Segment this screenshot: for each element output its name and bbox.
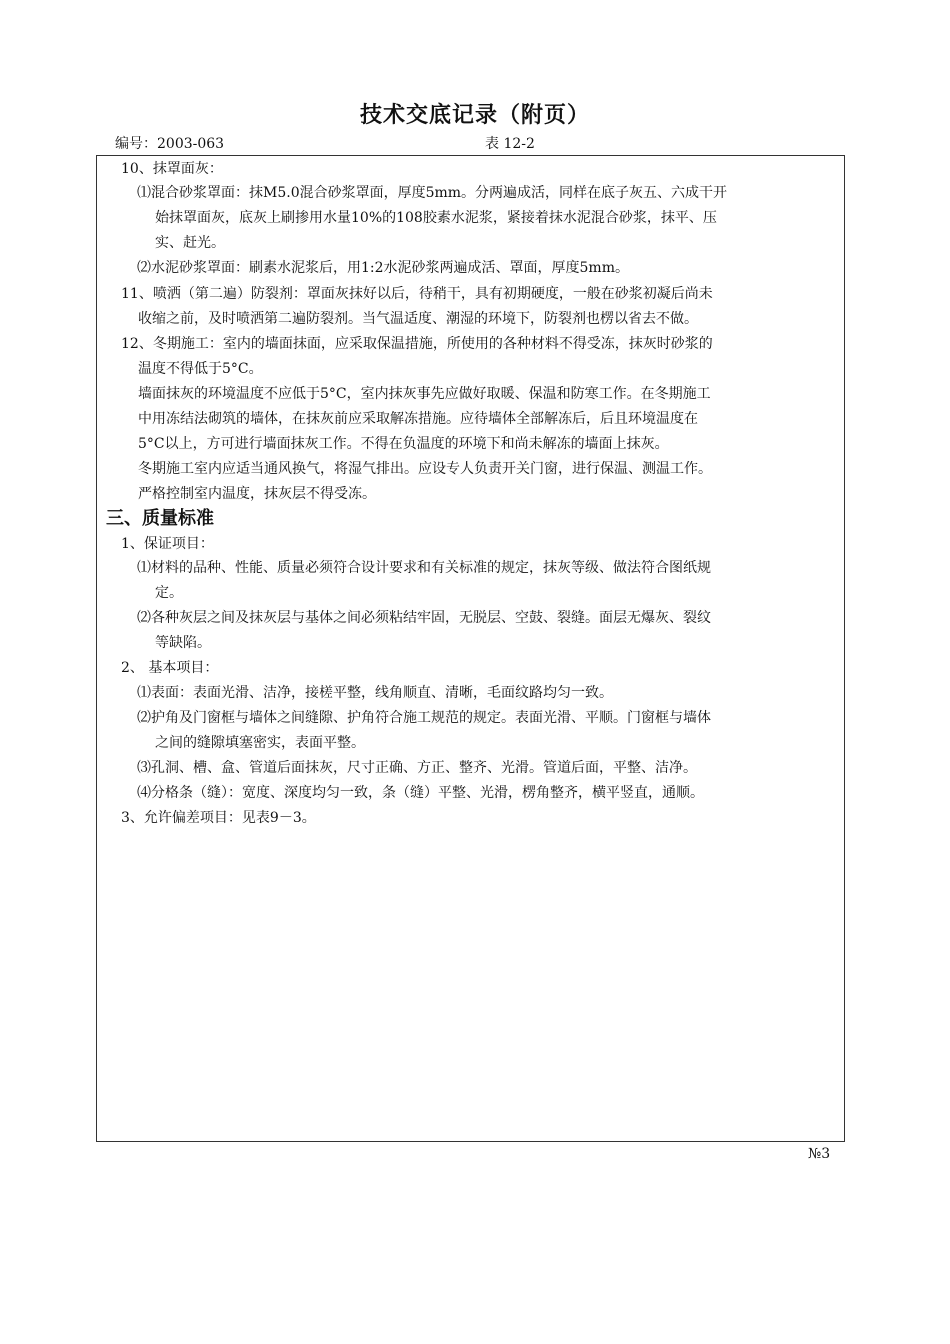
section-heading: 三、质量标准 — [106, 508, 214, 529]
text-line: ⑷分格条（缝）：宽度、深度均匀一致，条（缝）平整、光滑，楞角整齐，横平竖直，通顺。 — [137, 785, 704, 801]
text-line: ⑵各种灰层之间及抹灰层与基体之间必须粘结牢固，无脱层、空鼓、裂缝。面层无爆灰、裂纹 — [137, 610, 711, 626]
text-line: ⑴材料的品种、性能、质量必须符合设计要求和有关标准的规定，抹灰等级、做法符合图纸规 — [137, 560, 711, 576]
text-line: ⑵护角及门窗框与墙体之间缝隙、护角符合施工规范的规定。表面光滑、平顺。门窗框与墙体 — [137, 710, 711, 726]
text-line: 始抹罩面灰，底灰上刷掺用水量10%的108胶素水泥浆，紧接着抹水泥混合砂浆，抹平、压 — [155, 210, 717, 226]
text-line: 实、赶光。 — [155, 235, 225, 251]
text-line: 之间的缝隙填塞密实，表面平整。 — [155, 735, 365, 751]
text-line: 墙面抹灰的环境温度不应低于5°C，室内抹灰事先应做好取暖、保温和防寒工作。在冬期施工 — [138, 386, 711, 402]
text-line: ⑵水泥砂浆罩面：刷素水泥浆后，用1:2水泥砂浆两遍成活、罩面，厚度5mm。 — [137, 260, 629, 276]
text-line: 严格控制室内温度，抹灰层不得受冻。 — [138, 486, 376, 502]
item-2-heading: 2、 基本项目： — [121, 660, 219, 676]
text-line: 等缺陷。 — [155, 635, 211, 651]
item-10-heading: 10、抹罩面灰： — [121, 161, 223, 177]
text-line: ⑴表面：表面光滑、洁净，接槎平整，线角顺直、清晰，毛面纹路均匀一致。 — [137, 685, 613, 701]
item-3-heading: 3、允许偏差项目：见表9－3。 — [121, 810, 316, 826]
text-line: 温度不得低于5°C。 — [138, 361, 263, 377]
text-line: 中用冻结法砌筑的墙体，在抹灰前应采取解冻措施。应待墙体全部解冻后，后且环境温度在 — [138, 411, 698, 427]
item-12-heading: 12、冬期施工：室内的墙面抹面，应采取保温措施，所使用的各种材料不得受冻，抹灰时砂浆的 — [121, 336, 713, 352]
table-reference: 表 12-2 — [485, 136, 535, 152]
text-line: ⑶孔洞、槽、盒、管道后面抹灰，尺寸正确、方正、整齐、光滑。管道后面，平整、洁净。 — [137, 760, 697, 776]
text-line: 冬期施工室内应适当通风换气，将湿气排出。应设专人负责开关门窗，进行保温、测温工作。 — [138, 461, 712, 477]
text-line: 收缩之前，及时喷洒第二遍防裂剂。当气温适度、潮湿的环境下，防裂剂也楞以省去不做。 — [138, 311, 698, 327]
document-number: 编号：2003-063 — [115, 136, 225, 152]
item-11-heading: 11、喷洒（第二遍）防裂剂：罩面灰抹好以后，待稍干，具有初期硬度，一般在砂浆初凝后尚未 — [121, 286, 713, 302]
text-line: 5°C以上，方可进行墙面抹灰工作。不得在负温度的环境下和尚未解冻的墙面上抹灰。 — [138, 436, 669, 452]
page-title: 技术交底记录（附页） — [359, 102, 590, 128]
text-line: 定。 — [155, 585, 183, 601]
text-line: ⑴混合砂浆罩面：抹M5.0混合砂浆罩面，厚度5mm。分两遍成活，同样在底子灰五、六成干开 — [137, 185, 728, 201]
page-number: №3 — [808, 1146, 831, 1162]
item-1-heading: 1、保证项目： — [121, 536, 214, 552]
